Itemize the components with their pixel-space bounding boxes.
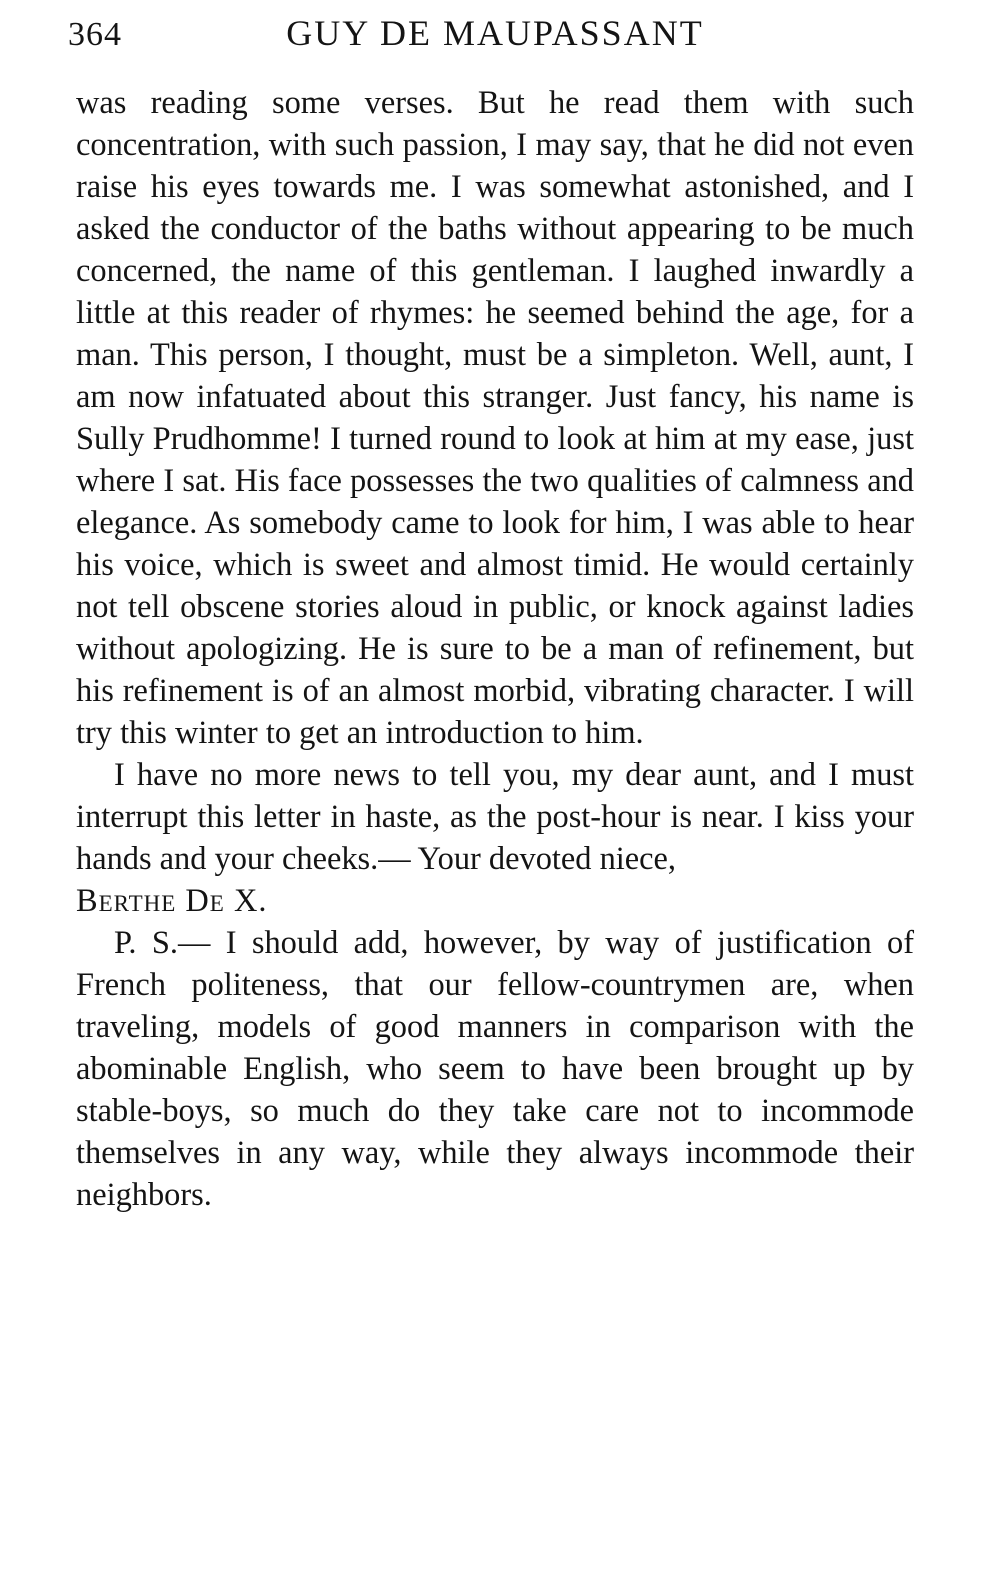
body-text — [76, 82, 914, 1216]
book-page — [68, 0, 914, 1589]
paragraph-closing: I have no more news to tell you, my dear aunt, and I must interrupt this letter in haste, as the post-hour is near. I kiss your hands and your cheeks.— Your devoted niece, — [76, 757, 914, 877]
postscript: P. S.— I should add, however, by way of justification of French politeness, that our fellow-countrymen are, when traveling, models of good manners in comparison with the abominable English, who seem to have been brought up by stable-boys, so much do they take care not to incommode themselves in any way, while they always incommode their neighbors. — [76, 925, 914, 1213]
signature: Berthe De X. — [76, 883, 268, 919]
page-number: 364 — [68, 16, 122, 53]
paragraph-continued: was reading some verses. But he read them with such concentration, with such passion, I may say, that he did not even raise his eyes towards me. I was somewhat astonished, and I asked the conductor of the baths without appearing to be much concerned, the name of this gentleman. I laughed inwardly a little at this reader of rhymes: he seemed behind the age, for a man. This person, I thought, must be a simpleton. Well, aunt, I am now infatuated about this stranger. Just fancy, his name is Sully Prudhomme! I turned round to look at him at my ease, just where I sat. His face possesses the two qualities of calmness and elegance. As somebody came to look for him, I was able to hear his voice, which is sweet and almost timid. He would certainly not tell obscene stories aloud in public, or knock against ladies without apologizing. He is sure to be a man of refinement, but his refinement is of an almost morbid, vibrating character. I will try this winter to get an introduction to him. — [76, 85, 914, 751]
page-header — [68, 10, 914, 60]
running-head: GUY DE MAUPASSANT — [286, 13, 704, 53]
